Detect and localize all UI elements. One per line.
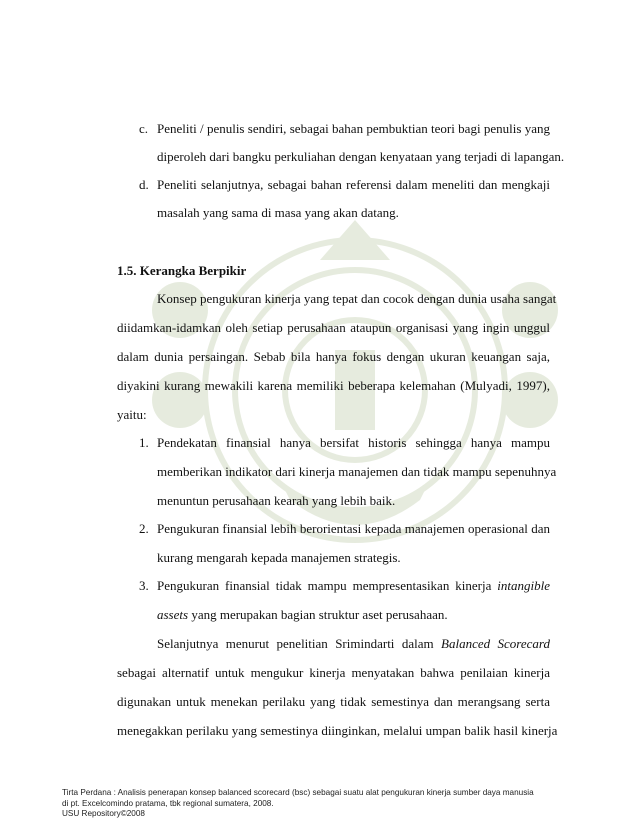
text-run: Pengukuran finansial tidak mampu mempresentasikan kinerja (157, 578, 498, 593)
list-label-1: 1. (139, 435, 149, 450)
text-line: menegakkan perilaku yang semestinya diinginkan, melalui umpan balik hasil kinerja (117, 723, 558, 738)
footer-repository: USU Repository©2008 (62, 809, 145, 818)
list-label-2: 2. (139, 521, 149, 536)
text-line: masalah yang sama di masa yang akan datang. (157, 205, 399, 220)
text-line: kurang mengarah kepada manajemen strategis. (157, 550, 401, 565)
text-line: Konsep pengukuran kinerja yang tepat dan cocok dengan dunia usaha sangat (157, 291, 557, 306)
text-line (157, 578, 550, 594)
text-line: yaitu: (117, 407, 147, 422)
text-line: digunakan untuk menekan perilaku yang tidak semestinya dan merangsang serta (117, 694, 550, 709)
text-line: Peneliti / penulis sendiri, sebagai bahan pembuktian teori bagi penulis yang (157, 121, 550, 136)
text-line: dalam dunia persaingan. Sebab bila hanya fokus dengan ukuran keuangan saja, (117, 349, 550, 364)
page-footer (62, 788, 582, 820)
text-run: yang merupakan bagian struktur aset perusahaan. (188, 607, 448, 622)
text-run: Selanjutnya menurut penelitian Srimindarti dalam (157, 636, 442, 651)
italic-term: assets (157, 607, 189, 622)
footer-line: di pt. Excelcomindo pratama, tbk regional sumatera, 2008. (62, 798, 274, 808)
text-line (157, 607, 448, 623)
italic-term: Balanced Scorecard (441, 636, 551, 651)
list-label-3: 3. (139, 578, 149, 593)
text-line: diperoleh dari bangku perkuliahan dengan kenyataan yang terjadi di lapangan. (157, 149, 565, 164)
footer-line: Tirta Perdana : Analisis penerapan konsep balanced scorecard (bsc) sebagai suatu alat pengukuran kinerja sumber daya manusia (62, 788, 534, 797)
text-line: Peneliti selanjutnya, sebagai bahan referensi dalam meneliti dan mengkaji (157, 177, 550, 192)
list-label-d: d. (139, 177, 149, 192)
text-line: menuntun perusahaan kearah yang lebih baik. (157, 493, 396, 508)
italic-term: intangible (497, 578, 550, 593)
text-line: sebagai alternatif untuk mengukur kinerja menyatakan bahwa penilaian kinerja (117, 665, 550, 680)
text-line: diyakini kurang mewakili karena memiliki beberapa kelemahan (Mulyadi, 1997), (117, 378, 550, 393)
text-line (157, 636, 550, 652)
text-line: memberikan indikator dari kinerja manajemen dan tidak mampu sepenuhnya (157, 464, 557, 479)
section-heading: 1.5. Kerangka Berpikir (117, 263, 247, 278)
list-label-c: c. (139, 121, 149, 136)
text-line: diidamkan-idamkan oleh setiap perusahaan ataupun organisasi yang ingin unggul (117, 320, 550, 335)
text-line: Pendekatan finansial hanya bersifat historis sehingga hanya mampu (157, 435, 550, 450)
text-line: Pengukuran finansial lebih berorientasi kepada manajemen operasional dan (157, 521, 550, 536)
